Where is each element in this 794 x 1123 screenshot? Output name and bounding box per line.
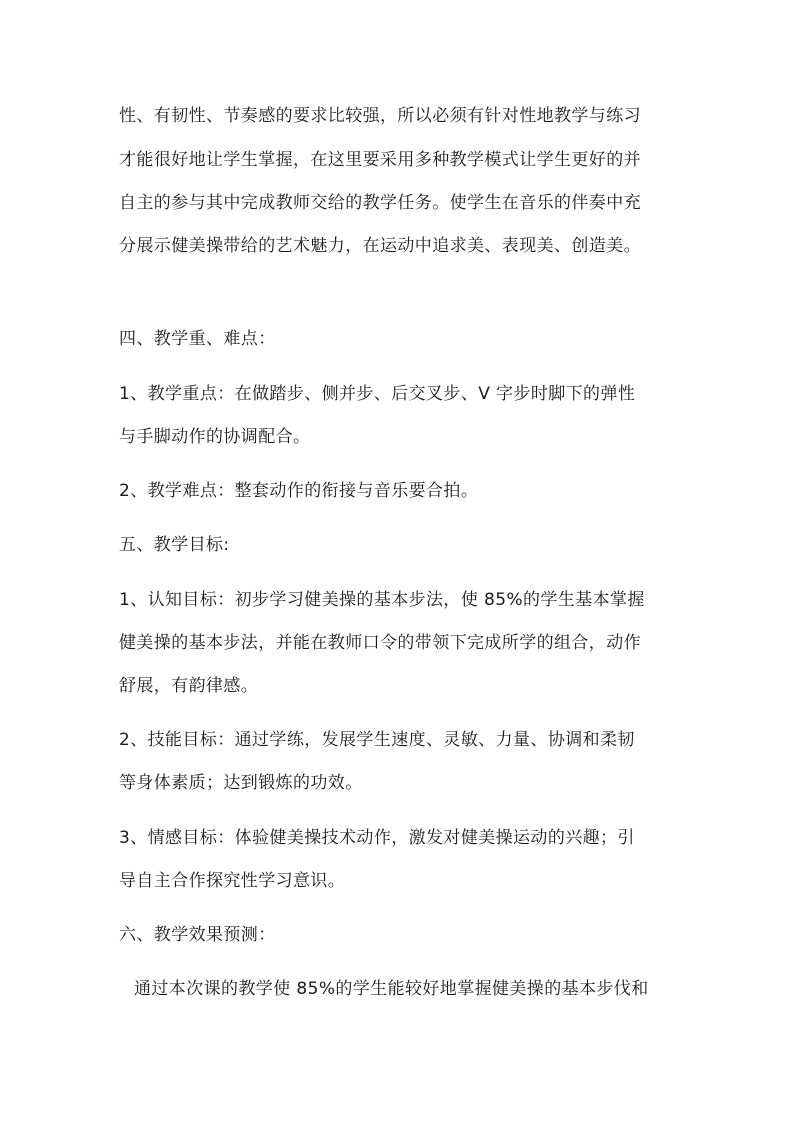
paragraph-line: 自主的参与其中完成教师交给的教学任务。使学生在音乐的伴奏中充	[119, 193, 641, 213]
list-item-line: 与手脚动作的协调配合。	[119, 427, 311, 447]
list-item-line: 健美操的基本步法，并能在教师口令的带领下完成所学的组合，动作	[119, 633, 641, 653]
paragraph-line: 性、有韧性、节奏感的要求比较强，所以必须有针对性地教学与练习	[119, 106, 641, 126]
list-item-line: 舒展，有韵律感。	[119, 676, 259, 696]
list-item-line: 导自主合作探究性学习意识。	[119, 871, 346, 891]
paragraph-line: 通过本次课的教学使 85%的学生能较好地掌握健美操的基本步伐和	[134, 979, 649, 999]
section-heading: 六、教学效果预测：	[119, 925, 276, 945]
list-item-line: 1、教学重点：在做踏步、侧并步、后交叉步、V 字步时脚下的弹性	[119, 384, 636, 404]
paragraph-line: 分展示健美操带给的艺术魅力，在运动中追求美、表现美、创造美。	[119, 236, 641, 256]
list-item-line: 1、认知目标：初步学习健美操的基本步法，使 85%的学生基本掌握	[119, 590, 645, 610]
list-item-line: 3、情感目标：体验健美操技术动作，激发对健美操运动的兴趣；引	[119, 828, 635, 848]
list-item-line: 2、教学难点：整套动作的衔接与音乐要合拍。	[119, 481, 479, 501]
list-item-line: 等身体素质；达到锻炼的功效。	[119, 773, 363, 793]
section-heading: 四、教学重、难点：	[119, 329, 276, 349]
paragraph-line: 才能很好地让学生掌握，在这里要采用多种教学模式让学生更好的并	[119, 150, 641, 170]
section-heading: 五、教学目标:	[119, 535, 230, 555]
list-item-line: 2、技能目标：通过学练，发展学生速度、灵敏、力量、协调和柔韧	[119, 730, 635, 750]
